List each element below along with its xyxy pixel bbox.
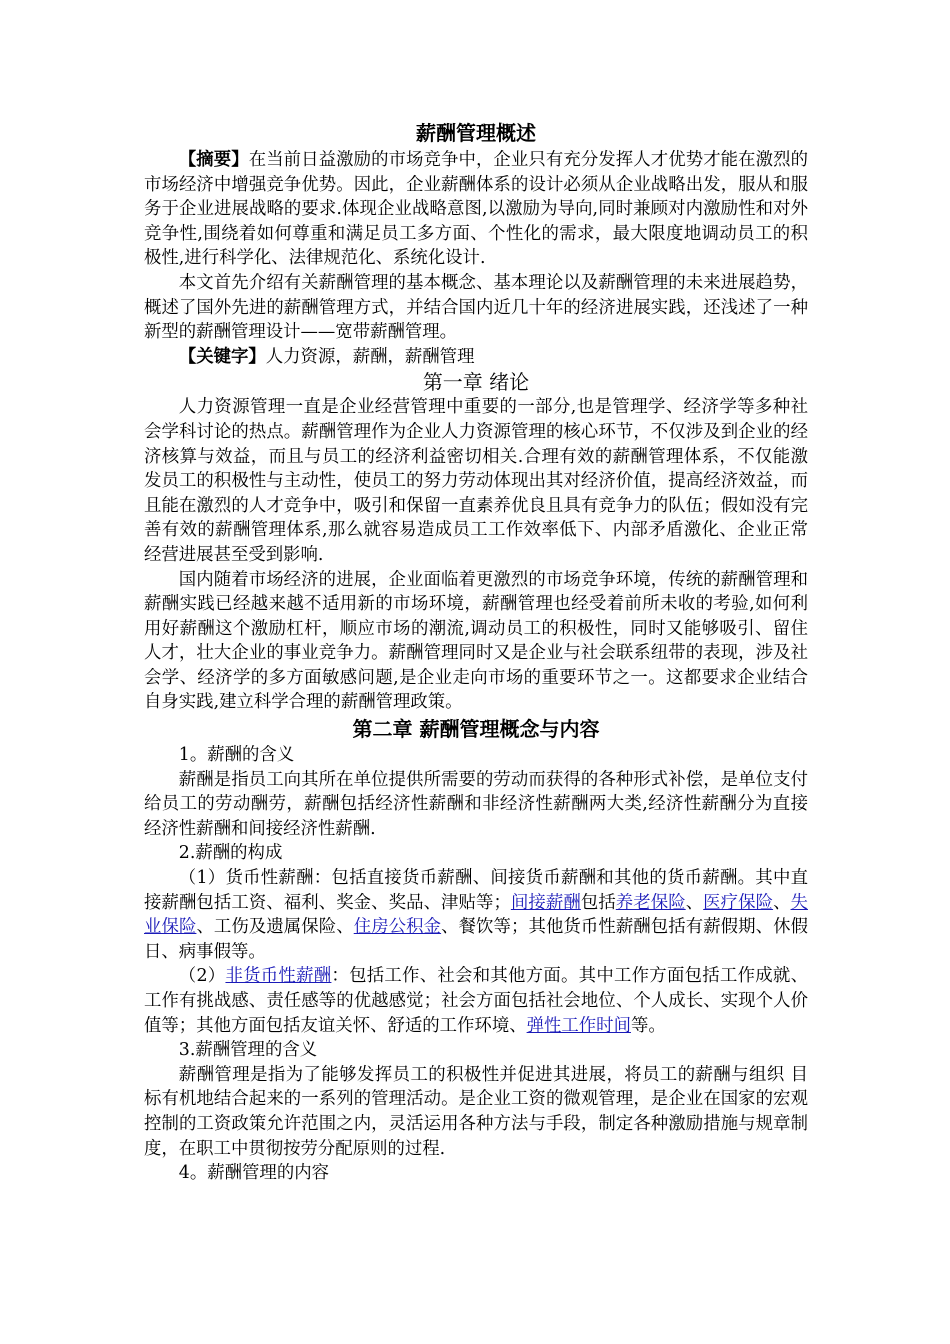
abstract-label: 【摘要】	[178, 150, 249, 170]
item1-text-3: 、	[685, 892, 704, 913]
abstract-text: 在当前日益激励的市场竞争中，企业只有充分发挥人才优势才能在激烈的市场经济中增强竞争优势。因此，企业薪酬体系的设计必须从企业战略出发，服从和服务于企业进展战略的要求.体现企业战略意图,以激励为导向,同时兼顾对内激励性和对外竞争性,围绕着如何尊重和满足员工多方面、个性化的需求，最大限度地调动员工的积极性,进行科学化、法律规范化、系统化设计.	[144, 150, 808, 269]
item1-text-1: （1）货币性薪酬：包括直接货币薪酬、间接货币薪酬和其他的货币薪酬。其中直接薪酬包括工资、福利、奖金、奖品、津贴等；	[144, 868, 808, 913]
item2-text-1: （2）	[178, 966, 226, 987]
link-pension-insurance[interactable]: 养老保险	[615, 892, 686, 913]
link-housing-fund[interactable]: 住房公积金	[353, 917, 442, 938]
chapter1-heading: 第一章 绪论	[422, 370, 530, 395]
section-3-text: 薪酬管理是指为了能够发挥员工的积极性并促进其进展，将员工的薪酬与组织 目标有机地结合起来的一系列的管理活动。是企业工资的微观管理，是企业在国家的宏观控制的工资政策允许范围之内，灵活运用各种方法与手段，制定各种激励措施与规章制度，在职工中贯彻按劳分配原则的过程.	[144, 1064, 808, 1159]
item2-text-2: ：包括工作、社会和其他方面。其中工作方面包括工作成就、工作有挑战感、责任感等的优越感觉；社会方面包括社会地位、个人成长、实现个人价值等；其他方面包括友谊关怀、舒适的工作环境、	[144, 966, 808, 1036]
item1-text-2: 包括	[580, 892, 616, 913]
link-medical-insurance[interactable]: 医疗保险	[703, 892, 774, 913]
keywords-text: 人力资源，薪酬，薪酬管理	[265, 346, 475, 367]
chapter1-paragraph-2: 国内随着市场经济的进展，企业面临着更激烈的市场竞争环境，传统的薪酬管理和薪酬实践已经越来越不适用新的市场环境，薪酬管理也经受着前所未收的考验,如何利用好薪酬这个激励杠杆，顺应市场的潮流,调动员工的积极性，同时又能够吸引、留住人才，壮大企业的事业竞争力。薪酬管理同时又是企业与社会联系纽带的表现，涉及社会学、经济学的多方面敏感问题,是企业走向市场的重要环节之一。这都要求企业结合自身实践,建立科学合理的薪酬管理政策。	[144, 569, 808, 713]
item2-text-3: 等。	[630, 1015, 666, 1036]
chapter1-paragraph-1: 人力资源管理一直是企业经营管理中重要的一部分,也是管理学、经济学等多种社会学科讨论的热点。薪酬管理作为企业人力资源管理的核心环节，不仅涉及到企业的经济核算与效益，而且与员工的经济利益密切相关.合理有效的薪酬管理体系，不仅能激发员工的积极性与主动性，使员工的努力劳动体现出其对经济价值，提高经济效益，而且能在激烈的人才竞争中，吸引和保留一直素养优良且具有竞争力的队伍；假如没有完善有效的薪酬管理体系,那么就容易造成员工工作效率低下、内部矛盾激化、企业正常经营进展甚至受到影响.	[144, 397, 808, 565]
item1-text-4: 、	[773, 892, 791, 913]
item1-text-6: 、餐饮等；其他货币性薪酬包括有薪假期、休假日、病事假等。	[144, 917, 808, 962]
abstract-paragraph	[144, 148, 808, 271]
keywords-paragraph	[144, 345, 808, 370]
document-title: 薪酬管理概述	[416, 121, 536, 145]
chapter2-heading: 第二章 薪酬管理概念与内容	[352, 717, 600, 742]
section-2-item-2	[144, 964, 808, 1038]
section-4-title: 4。薪酬管理的内容	[178, 1163, 329, 1184]
document-page	[144, 118, 808, 1186]
section-1-text: 薪酬是指员工向其所在单位提供所需要的劳动而获得的各种形式补偿，是单位支付给员工的劳动酬劳，薪酬包括经济性薪酬和非经济性薪酬两大类,经济性薪酬分为直接经济性薪酬和间接经济性薪酬.	[144, 769, 808, 839]
link-non-monetary-pay[interactable]: 非货币性薪酬	[225, 966, 332, 987]
link-indirect-pay[interactable]: 间接薪酬	[510, 892, 581, 913]
keywords-label: 【关键字】	[178, 346, 266, 367]
item1-text-5: 、工伤及遗属保险、	[196, 917, 354, 938]
section-2-item-1	[144, 866, 808, 964]
intro-paragraph: 本文首先介绍有关薪酬管理的基本概念、基本理论以及薪酬管理的未来进展趋势，概述了国外先进的薪酬管理方式，并结合国内近几十年的经济进展实践，还浅述了一种新型的薪酬管理设计——宽带薪酬管理。	[144, 272, 808, 343]
link-flexible-work-time[interactable]: 弹性工作时间	[526, 1015, 631, 1036]
link-unemployment-insurance[interactable]: 失业保险	[144, 892, 808, 938]
section-1-title: 1。薪酬的含义	[178, 745, 295, 766]
section-2-title: 2.薪酬的构成	[178, 843, 283, 864]
section-3-title: 3.薪酬管理的含义	[178, 1040, 318, 1061]
